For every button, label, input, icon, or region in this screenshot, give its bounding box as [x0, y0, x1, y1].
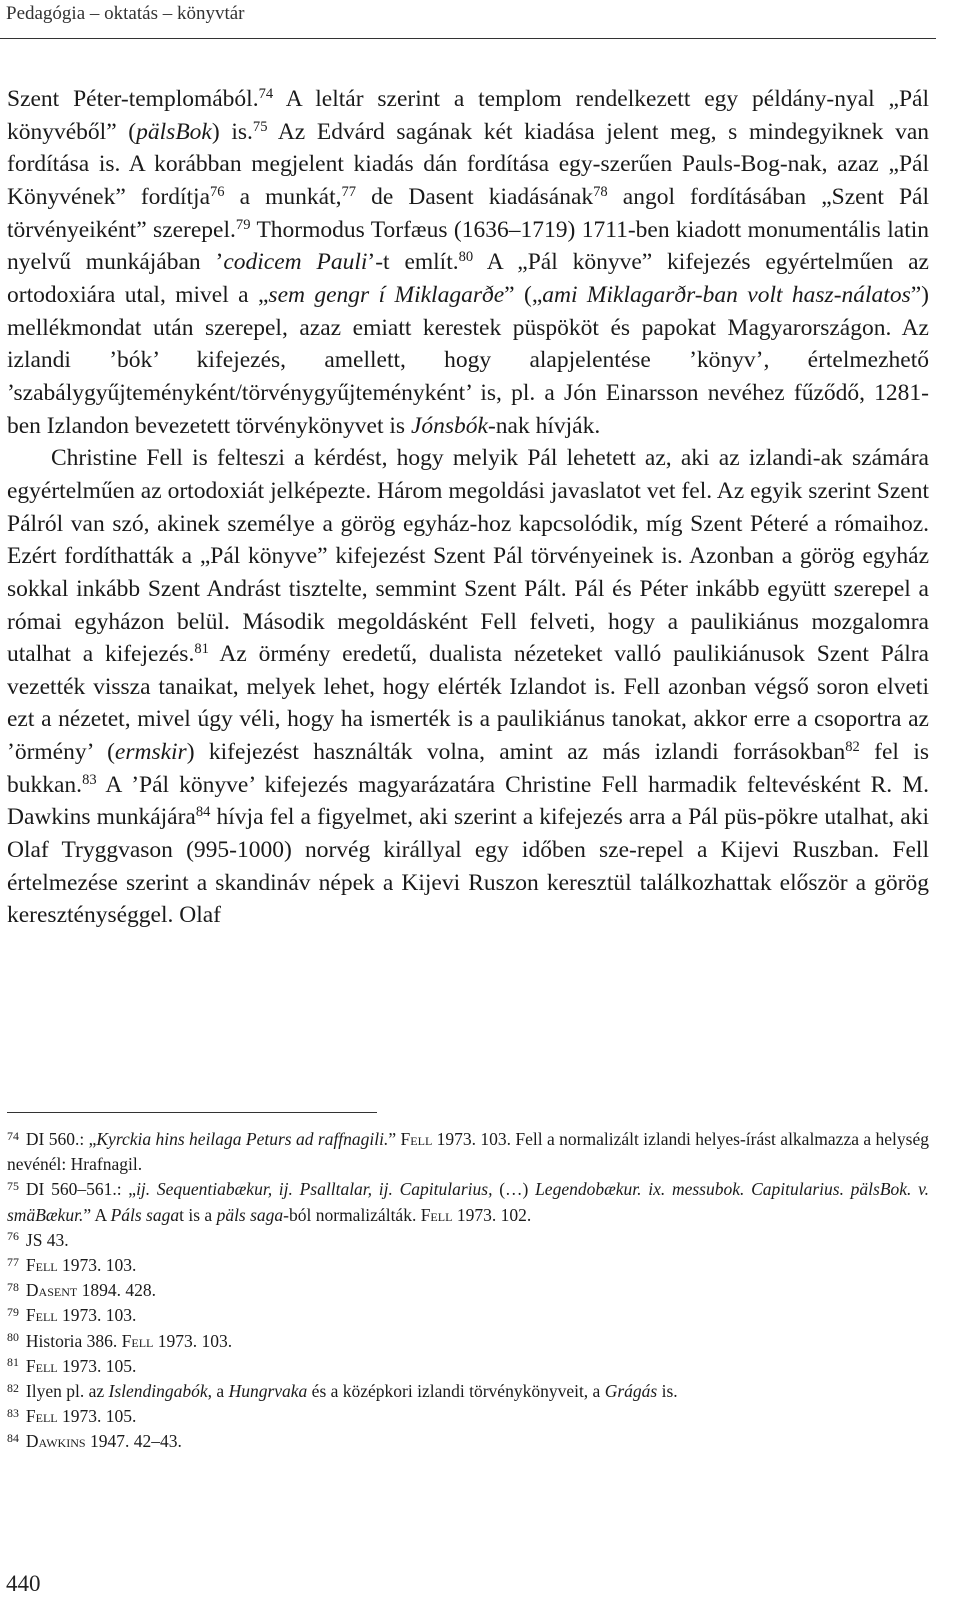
paragraph: Christine Fell is felteszi a kérdést, hogy melyik Pál lehetett az, aki az izlandi-ak számára egyértelműen az ortodoxiát jelképezte. Három megoldási javaslatot vet fel. Az egyik szerint Szent Pálról van szó, akinek személye a görög egyház-hoz kapcsolódik, míg Szent Péteré a rómaihoz. Ezért fordíthatták a „Pál könyve” kifejezést Szent Pál törvényeinek is. Azonban a görög egyház sokkal inkább Szent Andrást tisztelte, semmint Szent Pált. Pál és Péter inkább együtt szerepel a római egyházon belül. Második megoldásként Fell felveti, hogy a paulikiánus mozgalomra utalhat a kifejezés.$^{81}$ Az örmény eredetű, dualista nézeteket valló paulikiánusok Szent Pálra vezették vissza tanaikat, melyek lehet, hogy elérték Izlandot is. Fell azonban végső soron elveti ezt a nézetet, mivel úgy véli, hogy ha ismerték is a paulikiánus tanokat, akkor erre a csoportra az ’örmény’ (ermskir) kifejezést használták volna, amint az más izlandi forrásokban$^{82}$ fel is bukkan.$^{83}$ A ’Pál könyve’ kifejezés magyarázatára Christine Fell harmadik feltevésként R. M. Dawkins munkájára$^{84}$ hívja fel a figyelmet, aki szerint a kifejezés arra a Pál püs-pökre utalhat, aki Olaf Tryggvason (995-1000) norvég királlyal egy időben sze-repel a Kijevi Ruszban. Fell értelmezése szerint a skandináv népek a Kijevi Ruszon keresztül találkozhattak először a görög kereszténységgel. Olaf: [7, 445, 930, 929]
footnote-ref: 81: [194, 641, 209, 658]
footnotes: [7, 1127, 929, 1455]
footnote: $^{76}$ JS 43.: [7, 1229, 69, 1250]
running-header: [0, 0, 936, 39]
footnote: $^{78}$ Dasent 1894. 428.: [7, 1279, 156, 1301]
running-title: Pedagógia – oktatás – könyvtár: [6, 3, 245, 24]
footnote-ref: 83: [82, 771, 97, 788]
footnote-ref: 74: [258, 86, 274, 102]
footnote-ref: 80: [458, 249, 474, 266]
footnote: $^{81}$ Fell 1973. 105.: [7, 1355, 137, 1376]
footnote-ref: 82: [845, 739, 860, 756]
page-number: 440: [6, 1571, 41, 1596]
footnote-separator: [7, 1112, 377, 1113]
footnote-ref: 79: [235, 216, 251, 233]
footnote: $^{74}$ DI 560.: „Kyrckia hins heilaga Peturs ad raffnagili.” Fell 1973. 103. Fell a normalizált izlandi helyes-írást alkalmazza a helység nevénél: Hrafnagil.: [7, 1128, 929, 1175]
footnote-ref: 78: [593, 183, 608, 200]
footnote-ref: 77: [341, 183, 357, 200]
footnote: $^{84}$ Dawkins 1947. 42–43.: [7, 1431, 182, 1452]
footnote: $^{77}$ Fell 1973. 103.: [7, 1254, 137, 1276]
footnote-ref: 75: [252, 118, 268, 135]
footnote: $^{80}$ Historia 386. Fell 1973. 103.: [7, 1330, 233, 1351]
footnote-ref: 76: [210, 183, 225, 200]
footnote: $^{75}$ DI 560–561.: „ij. Sequentiabækur, ij. Psalltalar, ij. Capitularius, (…) Legendobækur. ix. messubok. Capitularius. pälsBok. v. smäBækur.” A Páls sagat is a päls saga-ból normalizálták. Fell 1973. 102.: [7, 1179, 929, 1225]
paragraph: Szent Péter-templomából.$^{74}$ A leltár szerint a templom rendelkezett egy példány-nyal „Pál könyvéből” (pälsBok) is.$^{75}$ Az Edvárd sagának két kiadása jelent meg, s mindegyiknek van fordítása is. A korábban megjelent kiadás dán fordítása egy-szerűen Pauls-Bog-nak, azaz „Pál Könyvének” fordítja$^{76}$ a munkát,$^{77}$ de Dasent kiadásának$^{78}$ angol fordításában „Szent Pál törvényeiként” szerepel.$^{79}$ Thormodus Torfæus (1636–1719) 1711-ben kiadott monumentális latin nyelvű munkájában ’codicem Pauli’-t említ.$^{80}$ A „Pál könyve” kifejezés egyértelműen az ortodoxiára utal, mivel a „sem gengr í Miklagarðe” („ami Miklagarðr-ban volt hasz-nálatos”) mellékmondat után szerepel, azaz emiatt kerestek püspököt és papokat Magyarországon. Az izlandi ’bók’ kifejezés, amellett, hogy alapjelentése ’könyv’, értelmezhető ’szabálygyűjteményként/törvénygyűjteményként’ is, pl. a Jón Einarsson nevéhez fűződő, 1281-ben Izlandon bevezetett törvénykönyvet is Jónsbók-nak hívják.: [7, 86, 930, 439]
footnote: $^{83}$ Fell 1973. 105.: [7, 1405, 137, 1427]
footnote: $^{79}$ Fell 1973. 103.: [7, 1305, 137, 1326]
footnote: $^{82}$ Ilyen pl. az Islendingabók, a Hungrvaka és a középkori izlandi törvénykönyveit, a Grágás is.: [7, 1380, 678, 1402]
footnote-ref: 84: [195, 804, 211, 821]
main-text: [7, 83, 929, 932]
